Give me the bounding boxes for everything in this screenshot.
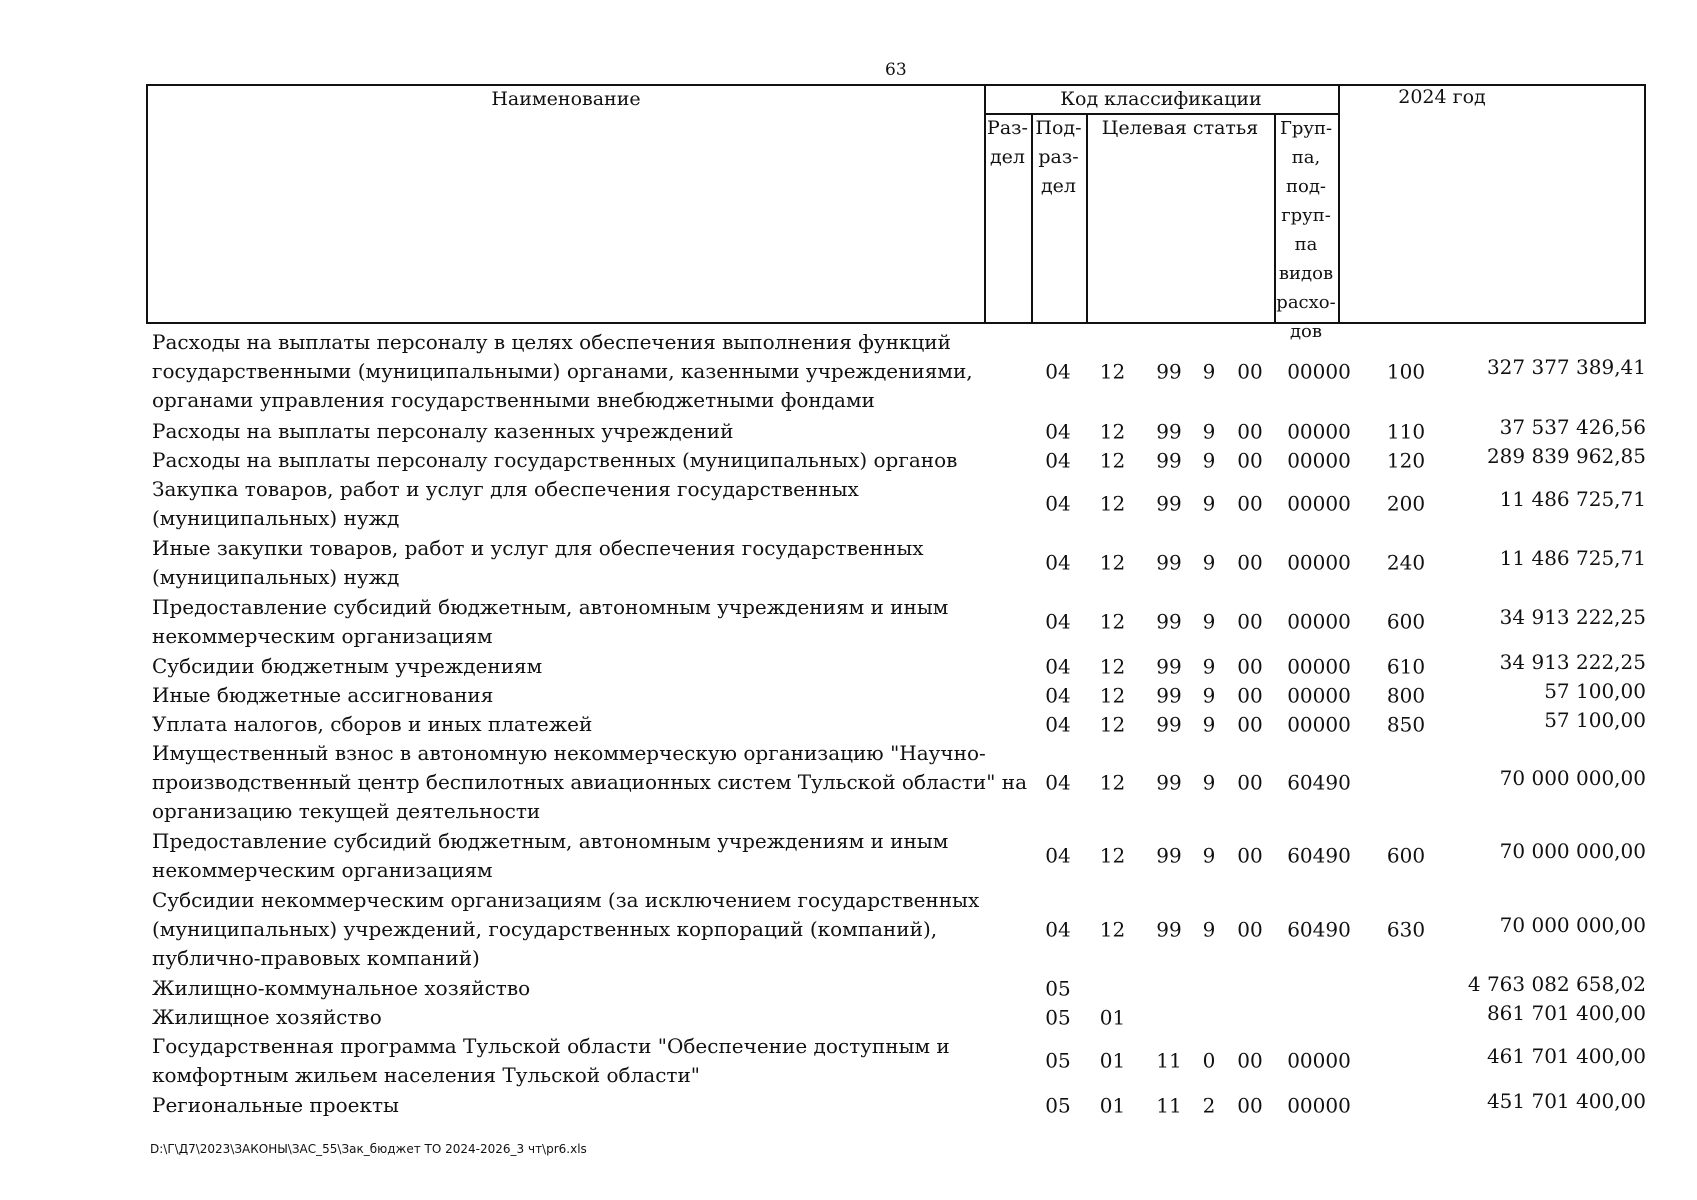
row-code-p: 01 [1099, 1048, 1126, 1073]
row-code-t4: 00000 [1287, 359, 1351, 383]
row-code-t1: 99 [1156, 491, 1182, 516]
row-code-g: 600 [1386, 843, 1426, 868]
table-row [146, 1088, 1646, 1120]
row-name: Субсидии бюджетным учреждениям [152, 654, 543, 678]
row-code-t2: 9 [1202, 843, 1216, 868]
row-code-p: 12 [1099, 550, 1126, 575]
row-amount: 461 701 400,00 [1486, 1044, 1646, 1069]
row-code-g: 850 [1386, 712, 1426, 736]
row-code-g: 120 [1386, 448, 1426, 472]
row-code-t4: 00000 [1287, 550, 1351, 575]
row-code-t3: 00 [1237, 770, 1263, 794]
row-code-p: 12 [1099, 448, 1126, 472]
row-code-g: 200 [1386, 491, 1426, 516]
row-code-r: 04 [1045, 770, 1071, 794]
table-row [146, 886, 1646, 973]
row-code-p: 12 [1099, 917, 1126, 941]
header-podrazdel: Под- раз- дел [1035, 117, 1082, 197]
row-code-t1: 11 [1156, 1048, 1182, 1073]
row-code-t4: 60490 [1287, 917, 1351, 941]
row-code-p: 01 [1099, 1005, 1126, 1029]
row-amount: 11 486 725,71 [1499, 487, 1646, 512]
row-code-t4: 00000 [1287, 654, 1351, 678]
row-code-t3: 00 [1237, 917, 1263, 941]
row-code-t1: 99 [1156, 683, 1182, 707]
row-code-t4: 00000 [1287, 419, 1351, 443]
row-code-t2: 9 [1202, 448, 1216, 472]
row-code-p: 12 [1099, 609, 1126, 634]
row-code-r: 04 [1045, 550, 1071, 575]
row-code-t2: 2 [1202, 1093, 1216, 1117]
table-row [146, 328, 1646, 415]
row-code-t1: 99 [1156, 843, 1182, 868]
table-row [146, 707, 1646, 739]
row-code-r: 05 [1045, 976, 1071, 1000]
row-code-r: 04 [1045, 609, 1071, 634]
row-code-t3: 00 [1237, 1048, 1263, 1073]
row-name: Государственная программа Тульской области "Обеспечение доступным и комфортным жильем населения Тульской области" [152, 1034, 950, 1087]
row-amount: 11 486 725,71 [1499, 546, 1646, 571]
row-code-t3: 00 [1237, 843, 1263, 868]
row-code-t4: 00000 [1287, 491, 1351, 516]
row-code-r: 05 [1045, 1093, 1071, 1117]
row-code-t3: 00 [1237, 419, 1263, 443]
row-code-p: 12 [1099, 491, 1126, 516]
row-code-t4: 00000 [1287, 683, 1351, 707]
page-number: 63 [885, 60, 907, 80]
row-name: Иные закупки товаров, работ и услуг для обеспечения государственных (муниципальных) нужд [152, 536, 924, 589]
header-razdel: Раз- дел [987, 117, 1028, 168]
row-code-t4: 00000 [1287, 712, 1351, 736]
row-amount: 70 000 000,00 [1499, 912, 1646, 937]
row-code-t4: 00000 [1287, 1048, 1351, 1073]
row-code-t4: 60490 [1287, 843, 1351, 868]
row-name: Жилищно-коммунальное хозяйство [152, 976, 531, 1000]
row-code-t4: 00000 [1287, 609, 1351, 634]
row-code-t3: 00 [1237, 448, 1263, 472]
table-row [146, 593, 1646, 651]
row-amount: 861 701 400,00 [1486, 1000, 1646, 1025]
row-code-t3: 00 [1237, 609, 1263, 634]
row-code-t2: 9 [1202, 550, 1216, 575]
table-row [146, 1032, 1646, 1090]
row-amount: 57 100,00 [1544, 678, 1646, 703]
row-code-p: 01 [1099, 1093, 1126, 1117]
row-name: Предоставление субсидий бюджетным, автономным учреждениям и иным некоммерческим организациям [152, 829, 949, 882]
footer-path: D:\Г\Д7\2023\ЗАКОНЫ\ЗАС_55\Зак_бюджет ТО 2024-2026_3 чт\pr6.xls [150, 1142, 587, 1156]
row-code-g: 600 [1386, 609, 1426, 634]
header-target: Целевая статья [1101, 117, 1259, 139]
row-code-g: 630 [1386, 917, 1426, 941]
table-row [146, 534, 1646, 592]
row-code-g: 100 [1386, 359, 1426, 383]
row-amount: 70 000 000,00 [1499, 839, 1646, 864]
row-code-g: 110 [1386, 419, 1426, 443]
row-amount: 4 763 082 658,02 [1467, 971, 1646, 996]
row-code-r: 04 [1045, 843, 1071, 868]
row-code-r: 05 [1045, 1005, 1071, 1029]
row-name: Расходы на выплаты персоналу государственных (муниципальных) органов [152, 448, 958, 472]
row-code-t2: 9 [1202, 683, 1216, 707]
row-code-t1: 99 [1156, 359, 1182, 383]
table-row [146, 827, 1646, 885]
row-amount: 37 537 426,56 [1499, 414, 1646, 439]
row-code-r: 04 [1045, 712, 1071, 736]
table-header [146, 84, 1646, 342]
row-code-t2: 9 [1202, 917, 1216, 941]
row-code-r: 05 [1045, 1048, 1071, 1073]
row-code-t3: 00 [1237, 1093, 1263, 1117]
row-code-p: 12 [1099, 770, 1126, 794]
row-name: Уплата налогов, сборов и иных платежей [152, 712, 593, 736]
row-amount: 327 377 389,41 [1486, 354, 1646, 379]
table-row [146, 971, 1646, 1003]
row-code-t2: 9 [1202, 491, 1216, 516]
row-code-t3: 00 [1237, 359, 1263, 383]
row-code-r: 04 [1045, 683, 1071, 707]
row-amount: 57 100,00 [1544, 707, 1646, 732]
row-code-t1: 99 [1156, 770, 1182, 794]
row-code-t1: 99 [1156, 550, 1182, 575]
row-code-t2: 9 [1202, 419, 1216, 443]
row-code-t4: 00000 [1287, 1093, 1351, 1117]
table-row [146, 475, 1646, 533]
row-code-g: 800 [1386, 683, 1426, 707]
row-code-t2: 9 [1202, 654, 1216, 678]
row-code-t1: 99 [1156, 448, 1182, 472]
row-code-t2: 9 [1202, 359, 1216, 383]
row-name: Региональные проекты [152, 1093, 399, 1117]
header-name: Наименование [491, 88, 641, 110]
table-row [146, 649, 1646, 681]
row-code-r: 04 [1045, 419, 1071, 443]
row-code-t2: 9 [1202, 609, 1216, 634]
header-code-group: Код классификации [1060, 88, 1262, 110]
row-code-r: 04 [1045, 654, 1071, 678]
row-code-t1: 99 [1156, 654, 1182, 678]
row-code-p: 12 [1099, 359, 1126, 383]
row-name: Закупка товаров, работ и услуг для обеспечения государственных (муниципальных) нужд [152, 477, 859, 530]
row-code-t1: 99 [1156, 917, 1182, 941]
header-year: 2024 год [1398, 86, 1486, 108]
row-code-t2: 0 [1202, 1048, 1216, 1073]
header-group: Груп- па, под- груп- па видов расхо- дов [1276, 118, 1336, 342]
row-code-p: 12 [1099, 712, 1126, 736]
row-name: Субсидии некоммерческим организациям (за исключением государственных (муниципальных) учреждений, государственных корпораций (компаний), публично-правовых компаний) [152, 888, 980, 970]
row-code-p: 12 [1099, 654, 1126, 678]
row-name: Иные бюджетные ассигнования [152, 683, 494, 707]
row-code-t3: 00 [1237, 683, 1263, 707]
table-row [146, 1000, 1646, 1032]
row-code-r: 04 [1045, 359, 1071, 383]
row-amount: 451 701 400,00 [1486, 1088, 1646, 1113]
row-name: Жилищное хозяйство [152, 1005, 382, 1029]
row-code-t3: 00 [1237, 712, 1263, 736]
row-code-p: 12 [1099, 419, 1126, 443]
table-row [146, 443, 1646, 475]
row-name: Расходы на выплаты персоналу казенных учреждений [152, 419, 734, 443]
row-name: Предоставление субсидий бюджетным, автономным учреждениям и иным некоммерческим организациям [152, 595, 949, 648]
row-code-t4: 60490 [1287, 770, 1351, 794]
row-code-g: 610 [1386, 654, 1426, 678]
row-code-g: 240 [1386, 550, 1426, 575]
row-code-t2: 9 [1202, 712, 1216, 736]
row-code-r: 04 [1045, 917, 1071, 941]
row-code-t3: 00 [1237, 654, 1263, 678]
row-code-r: 04 [1045, 448, 1071, 472]
table-row [146, 678, 1646, 710]
row-amount: 34 913 222,25 [1499, 605, 1646, 630]
row-code-t1: 99 [1156, 712, 1182, 736]
row-code-t1: 11 [1156, 1093, 1182, 1117]
row-amount: 70 000 000,00 [1499, 765, 1646, 790]
row-code-t3: 00 [1237, 491, 1263, 516]
row-code-p: 12 [1099, 843, 1126, 868]
row-amount: 34 913 222,25 [1499, 649, 1646, 674]
row-code-t2: 9 [1202, 770, 1216, 794]
row-code-r: 04 [1045, 491, 1071, 516]
row-code-t1: 99 [1156, 609, 1182, 634]
row-name: Имущественный взнос в автономную некоммерческую организацию "Научно-производственный центр беспилотных авиационных систем Тульской области" на организацию текущей деятельности [152, 741, 1028, 823]
row-code-t4: 00000 [1287, 448, 1351, 472]
table-row [146, 414, 1646, 446]
row-code-t3: 00 [1237, 550, 1263, 575]
row-code-t1: 99 [1156, 419, 1182, 443]
table-row [146, 739, 1646, 826]
row-amount: 289 839 962,85 [1486, 443, 1646, 468]
row-code-p: 12 [1099, 683, 1126, 707]
row-name: Расходы на выплаты персоналу в целях обеспечения выполнения функций государственными (муниципальными) органами, казенными учреждениями, органами управления государственными внебюджетными фондами [152, 330, 973, 412]
